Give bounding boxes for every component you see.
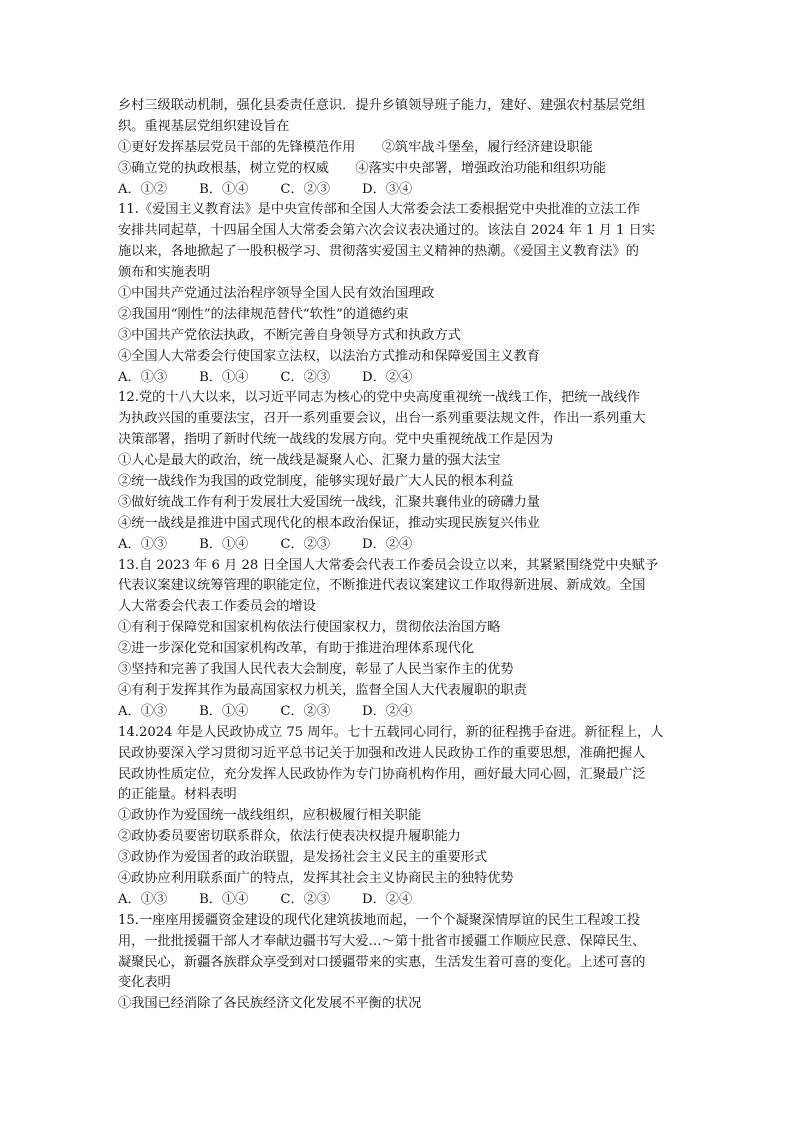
option-line: ①政协作为爱国统一战线组织，应积极履行相关职能 <box>118 808 422 824</box>
answer-choices <box>118 180 678 201</box>
answer-c: C．②③ <box>280 536 331 552</box>
option-line: ③政协作为爱国者的政治联盟，是发扬社会主义民主的重要形式 <box>118 850 488 866</box>
answer-b: B．①④ <box>199 369 249 385</box>
question-stem-line: 的正能量。材料表明 <box>118 787 237 803</box>
answer-c: C．②③ <box>280 181 331 197</box>
question-stem-line: 14.2024 年是人民政协成立 75 周年。七十五载同心同行，新的征程携手奋进。新征程上，人 <box>118 724 664 740</box>
option-line: ①更好发挥基层党员干部的先锋模范作用 ②筑牢战斗堡垒，履行经济建设职能 <box>118 139 593 155</box>
answer-choices <box>118 890 678 911</box>
option-line: ①我国已经消除了各民族经济文化发展不平衡的状况 <box>118 996 422 1012</box>
question-stem-line: 织。重视基层党组织建设旨在 <box>118 118 290 134</box>
option-line: ②我国用“刚性”的法律规范替代“软性”的道德约束 <box>118 306 409 322</box>
answer-d: D．②④ <box>362 891 413 907</box>
answer-b: B．①④ <box>199 181 249 197</box>
question-stem-line: 用，一批批援疆干部人才奉献边疆书写大爱…～第十批省市援疆工作顺应民意、保障民生、 <box>118 933 646 949</box>
answer-b: B．①④ <box>199 891 249 907</box>
question-stem-line: 安排共同起草，十四届全国人大常委会第六次会议表决通过的。该法自 2024 年 1 月 1 日实 <box>118 223 656 239</box>
option-line: ③坚持和完善了我国人民代表大会制度，彰显了人民当家作主的优势 <box>118 662 514 678</box>
answer-d: D．②④ <box>362 369 413 385</box>
answer-choices <box>118 702 678 723</box>
answer-choices <box>118 368 678 389</box>
option-line: ①人心是最大的政治，统一战线是凝聚人心、汇聚力量的强大法宝 <box>118 453 501 469</box>
question-stem-line: 施以来，各地掀起了一股积极学习、贯彻落实爱国主义精神的热潮。《爱国主义教育法》的 <box>118 244 639 260</box>
answer-b: B．①④ <box>199 536 249 552</box>
option-line: ④有利于发挥其作为最高国家权力机关，监督全国人大代表履职的职责 <box>118 682 527 698</box>
answer-c: C．②③ <box>280 891 331 907</box>
question-stem-line: 凝聚民心，新疆各族群众享受到对口援疆带来的实惠，生活发生着可喜的变化。上述可喜的 <box>118 954 646 970</box>
question-stem-line: 13.自 2023 年 6 月 28 日全国人大常委会代表工作委员会设立以来，其紧紧围绕党中央赋予 <box>118 557 659 573</box>
option-line: ④全国人大常委会行使国家立法权，以法治方式推动和保障爱国主义教育 <box>118 348 540 364</box>
option-line: ①有利于保障党和国家机构依法行使国家权力，贯彻依法治国方略 <box>118 620 501 636</box>
answer-a: A．①③ <box>118 891 168 907</box>
question-11 <box>118 200 678 388</box>
answer-b: B．①④ <box>199 703 249 719</box>
question-15 <box>118 911 678 1015</box>
answer-a: A．①③ <box>118 703 168 719</box>
question-stem-line: 11.《爱国主义教育法》是中央宣传部和全国人大常委会法工委根据党中央批准的立法工作 <box>118 202 641 218</box>
question-10 <box>118 96 678 200</box>
answer-c: C．②③ <box>280 369 331 385</box>
answer-choices <box>118 535 678 556</box>
option-line: ④政协应利用联系面广的特点，发挥其社会主义协商民主的独特优势 <box>118 870 514 886</box>
question-stem-line: 12.党的十八大以来，以习近平同志为核心的党中央高度重视统一战线工作，把统一战线作 <box>118 390 641 406</box>
question-stem-line: 颁布和实施表明 <box>118 265 211 281</box>
option-line: ②政协委员要密切联系群众，依法行使表决权提升履职能力 <box>118 829 461 845</box>
question-stem-line: 决策部署，指明了新时代统一战线的发展方向。党中央重视统战工作是因为 <box>118 432 554 448</box>
exam-page <box>118 96 678 1015</box>
option-line: ③中国共产党依法执政，不断完善自身领导方式和执政方式 <box>118 327 461 343</box>
answer-d: D．③④ <box>362 181 413 197</box>
answer-a: A．①③ <box>118 536 168 552</box>
option-line: ②统一战线作为我国的政党制度，能够实现好最广大人民的根本利益 <box>118 474 514 490</box>
option-line: ③确立党的执政根基，树立党的权威 ④落实中央部署，增强政治功能和组织功能 <box>118 160 606 176</box>
question-stem-line: 代表议案建议统筹管理的职能定位，不断推进代表议案建议工作取得新进展、新成效。全国 <box>118 578 646 594</box>
question-stem-line: 民政协性质定位，充分发挥人民政协作为专门协商机构作用，画好最大同心圆，汇聚最广泛 <box>118 766 646 782</box>
question-13 <box>118 556 678 723</box>
question-stem-line: 15.一座座用援疆资金建设的现代化建筑拔地而起，一个个凝聚深情厚谊的民生工程竣工投 <box>118 912 641 928</box>
answer-c: C．②③ <box>280 703 331 719</box>
question-stem-line: 民政协要深入学习贯彻习近平总书记关于加强和改进人民政协工作的重要思想，准确把握人 <box>118 745 646 761</box>
option-line: ②进一步深化党和国家机构改革，有助于推进治理体系现代化 <box>118 641 475 657</box>
option-line: ④统一战线是推进中国式现代化的根本政治保证，推动实现民族复兴伟业 <box>118 515 540 531</box>
option-line: ①中国共产党通过法治程序领导全国人民有效治国理政 <box>118 286 435 302</box>
answer-a: A．①② <box>118 181 168 197</box>
question-12 <box>118 388 678 555</box>
question-stem-line: 乡村三级联动机制，强化县委责任意识．提升乡镇领导班子能力，建好、建强农村基层党组 <box>118 98 646 113</box>
answer-d: D．②④ <box>362 703 413 719</box>
option-line: ③做好统战工作有利于发展壮大爱国统一战线，汇聚共襄伟业的磅礴力量 <box>118 494 540 510</box>
question-14 <box>118 723 678 911</box>
question-stem-line: 人大常委会代表工作委员会的增设 <box>118 599 316 615</box>
answer-a: A．①③ <box>118 369 168 385</box>
answer-d: D．②④ <box>362 536 413 552</box>
question-stem-line: 为执政兴国的重要法宝，召开一系列重要会议，出台一系列重要法规文件，作出一系列重大 <box>118 411 646 427</box>
question-stem-line: 变化表明 <box>118 975 171 991</box>
